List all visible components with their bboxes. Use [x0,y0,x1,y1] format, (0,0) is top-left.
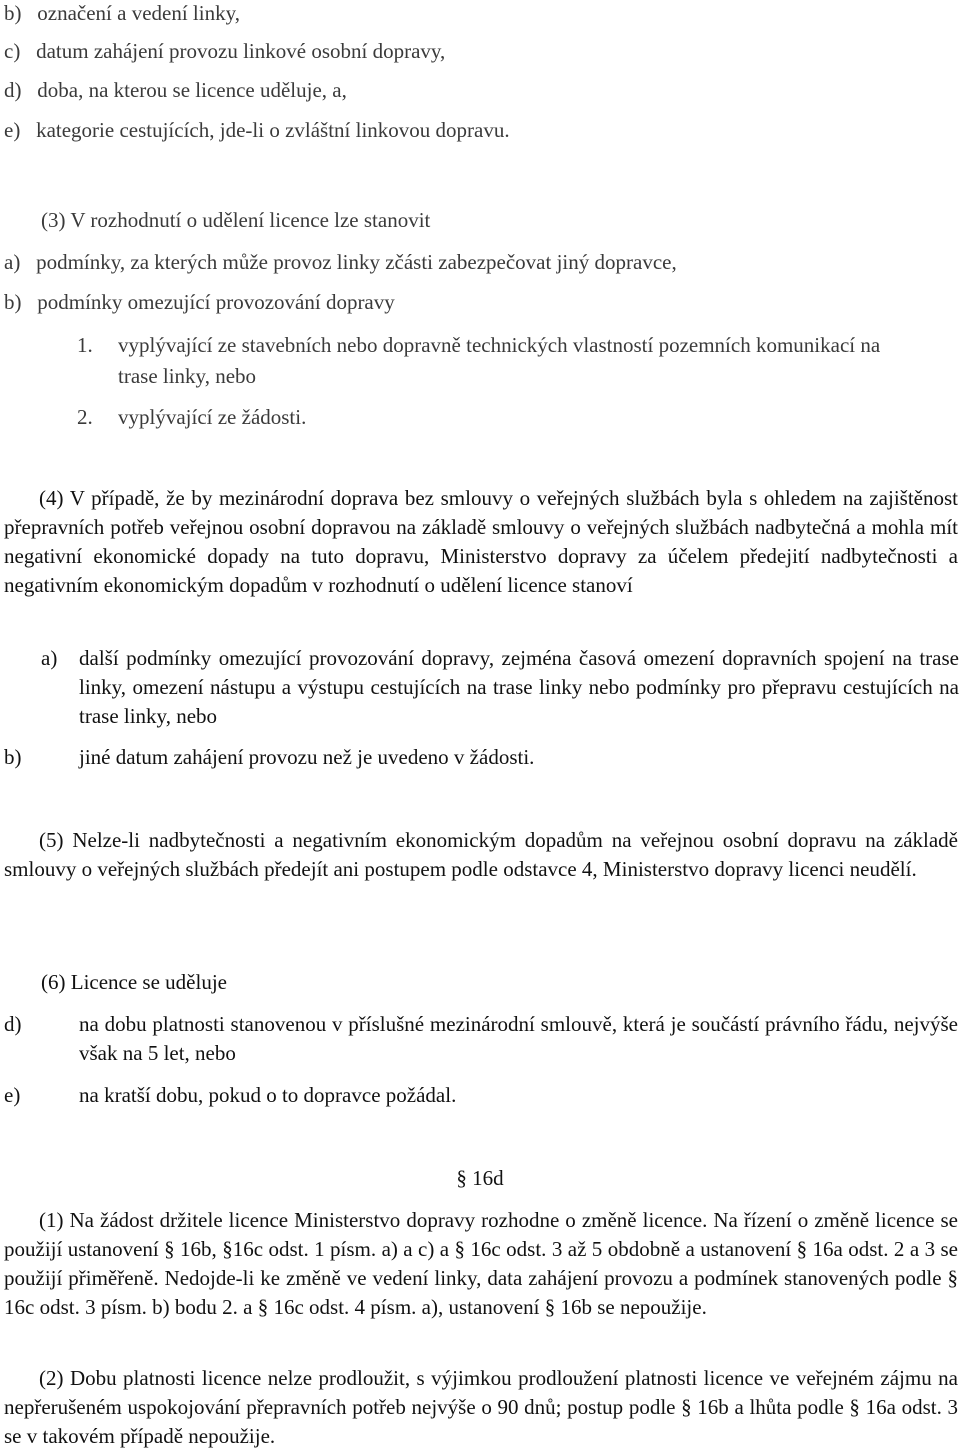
list-item-text: podmínky omezující provozování dopravy [37,290,395,314]
list-item-text: jiné datum zahájení provozu než je uvedeno v žádosti. [79,745,535,769]
paragraph-4-lead: (4) V případě, že by mezinárodní doprava bez smlouvy o veřejných službách byla s ohledem na zajištěnost přepravních potřeb veřejnou osobní dopravou na základě smlouvy o veřejných službách nadbytečná a mohla mít negativní ekonomické dopady na tuto dopravu, Ministerstvo dopravy za účelem předejití nadbytečnosti a negativním ekonomickým dopadům v rozhodnutí o udělení licence stanoví [4,486,958,597]
list-marker: a) [4,250,21,274]
sub-list-item [77,403,897,432]
list-item [4,1081,958,1110]
list-item [4,249,677,275]
list-marker: b) [4,1,22,25]
list-marker: d) [4,1012,22,1036]
paragraph-5: (5) Nelze-li nadbytečnosti a negativním ekonomickým dopadům na veřejnou osobní dopravu na základě smlouvy o veřejných službách předejít ani postupem podle odstavce 4, Ministerstvo dopravy licenci neudělí. [4,828,958,881]
section-paragraph-2: (2) Dobu platnosti licence nelze prodloužit, s výjimkou prodloužení platnosti licence ve veřejném zájmu na nepřerušeném uspokojování přepravních potřeb nejvýše o 90 dnů; postup podle § 16b a lhůta podle § 16a odst. 3 se v takovém případě nepoužije. [4,1366,958,1448]
list-item [4,117,510,143]
list-marker: c) [4,39,21,63]
list-item-text: doba, na kterou se licence uděluje, a, [37,78,347,102]
sub-list-marker: 2. [77,405,93,429]
list-marker: a) [41,646,58,670]
list-marker: b) [4,745,22,769]
list-item [4,289,395,315]
paragraph-6-lead: (6) Licence se uděluje [41,970,227,994]
list-item-text: označení a vedení linky, [37,1,240,25]
sub-list-item [77,330,897,392]
section-paragraph-1: (1) Na žádost držitele licence Ministerstvo dopravy rozhodne o změně licence. Na řízení o změně licence se použijí ustanovení § 16b, §16c odst. 1 písm. a) a c) a § 16c odst. 3 až 5 obdobně a ustanovení § 16a odst. 2 a 3 se použijí přiměřeně. Nedojde-li ke změně ve vedení linky, data zahájení provozu a podmínek stanovených podle § 16c odst. 3 písm. b) bodu 2. a § 16c odst. 4 písm. a), ustanovení § 16b se nepoužije. [4,1208,958,1319]
section-heading: § 16d [456,1166,504,1190]
list-item [4,1010,958,1068]
list-item-text: na dobu platnosti stanovenou v příslušné mezinárodní smlouvě, která je součástí právního řádu, nejvýše však na 5 let, nebo [79,1012,958,1065]
sub-list-item-text: vyplývající ze žádosti. [118,405,307,429]
list-item [41,644,959,731]
list-item [4,38,445,64]
list-item-text: kategorie cestujících, jde-li o zvláštní linkovou dopravu. [36,118,510,142]
list-item-text: na kratší dobu, pokud o to dopravce požádal. [79,1083,457,1107]
list-item-text: podmínky, za kterých může provoz linky zčásti zabezpečovat jiný dopravce, [36,250,677,274]
list-marker: d) [4,78,22,102]
sub-list-marker: 1. [77,333,93,357]
paragraph-3-lead: (3) V rozhodnutí o udělení licence lze stanovit [41,208,431,232]
list-marker: e) [4,1083,21,1107]
list-item [4,77,347,103]
list-item-text: další podmínky omezující provozování dopravy, zejména časová omezení dopravních spojení na trase linky, omezení nástupu a výstupu cestujících na trase linky nebo podmínky pro přepravu cestujících na trase linky, nebo [79,646,959,728]
list-item [4,743,958,772]
list-marker: b) [4,290,22,314]
list-item-text: datum zahájení provozu linkové osobní dopravy, [36,39,446,63]
list-item [4,0,240,26]
list-marker: e) [4,118,21,142]
sub-list-item-text: vyplývající ze stavebních nebo dopravně technických vlastností pozemních komunikací na trase linky, nebo [118,333,881,388]
